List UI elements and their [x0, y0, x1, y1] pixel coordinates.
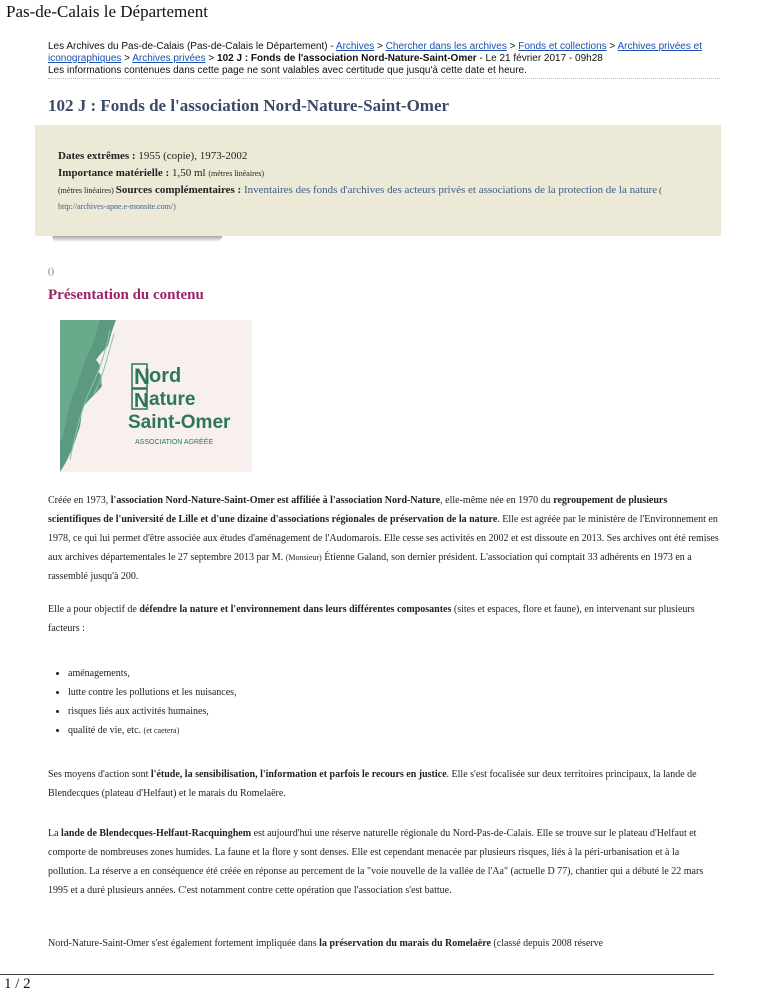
footer-rule — [0, 974, 714, 975]
p4-bold: lande de Blendecques-Helfaut-Racquinghem — [61, 828, 252, 839]
breadcrumb-link-archives-privees[interactable]: Archives privées — [132, 53, 206, 64]
breadcrumb-sep: > — [121, 53, 133, 64]
p5-text: (classé depuis 2008 réserve — [490, 938, 604, 949]
site-header-title: Pas-de-Calais le Département — [6, 2, 209, 21]
paragraph-2 — [48, 600, 720, 638]
p3-text: Ses moyens d'action sont — [48, 769, 151, 780]
p2-text: (sites et espaces, flore et faune), en intervenant sur plusieurs facteurs : — [48, 604, 695, 634]
importance-abbr: (mètres linéaires) — [208, 169, 265, 178]
importance-line — [58, 167, 264, 179]
p1-abbr: (Monsieur) — [285, 553, 322, 562]
sources-label: Sources complémentaires : — [115, 184, 244, 196]
paragraph-1 — [48, 491, 720, 586]
breadcrumb — [48, 41, 738, 77]
p5-text: Nord-Nature-Saint-Omer s'est également fortement impliquée dans — [48, 938, 320, 949]
list-item: • lutte contre les pollutions et les nuisances, — [68, 683, 237, 702]
page-number: 1 / 2 — [4, 976, 31, 992]
breadcrumb-sep: > — [374, 41, 386, 52]
breadcrumb-sep: > — [606, 41, 618, 52]
importance-label: Importance matérielle : — [58, 167, 172, 179]
paragraph-4 — [48, 824, 720, 900]
p2-bold: défendre la nature et l'environnement dans leurs différentes composantes — [139, 604, 452, 615]
p1-bold: l'association Nord-Nature-Saint-Omer est affiliée à l'association Nord-Nature — [110, 495, 441, 506]
logo-n2: N — [134, 390, 149, 412]
logo-line3: Saint-Omer — [128, 412, 231, 433]
sources-value[interactable]: Inventaires des fonds d'archives des acteurs privés et associations de la protection de la nature — [243, 184, 658, 196]
breadcrumb-sep: > — [205, 53, 218, 64]
breadcrumb-link-archives[interactable]: Archives — [335, 41, 375, 52]
breadcrumb-date: - Le 21 février 2017 - 09h28 — [476, 53, 603, 64]
divider — [48, 78, 720, 79]
p1-text: . Elle est agréée par le ministère de l'Environnement en 1978, ce qui lui permet d'être associée aux études d'aménagement de l'Audomarois. Elle cesse ses activités en 2002 et est dissoute en 2013. Ses archives ont été remises aux archives départementales le 27 septembre 2013 par M. — [48, 514, 719, 563]
empty-paren: () — [48, 266, 54, 276]
p3-text: . Elle s'est focalisée sur deux territoires principaux, la lande de Blendecques (plateau d'Helfaut) et le marais du Romelaëre. — [48, 769, 697, 799]
p1-bold: regroupement de plusieurs scientifiques de l'université de Lille et d'une dizaine d'associations régionales de préservation de la nature — [48, 495, 668, 525]
p4-text: est aujourd'hui une réserve naturelle régionale du Nord-Pas-de-Calais. Elle se trouve sur le plateau d'Helfaut et comporte de nombreuses zones humides. La faune et la flore y sont denses. Elle est cependant menacée par plusieurs risques, liés à la péri-urbanisation et à la pollution. La réserve a en conséquence été créée en réponse au percement de la "voie nouvelle de la vallée de l'Aa" (actuelle D 77), chantier qui a débuté le 22 mars 1995 et a duré plusieurs années. C'est notamment contre cette opération que l'association s'est battue. — [48, 828, 704, 896]
p1-text: , elle-même née en 1970 du — [440, 495, 554, 506]
logo-line1: ord — [149, 365, 182, 387]
breadcrumb-prefix: Les Archives du Pas-de-Calais (Pas-de-Calais le Département) - — [48, 41, 336, 52]
section-title: Présentation du contenu — [48, 287, 204, 303]
logo-line2: ature — [149, 389, 196, 410]
paragraph-5 — [48, 934, 720, 953]
validity-notice: Les informations contenues dans cette page ne sont valables avec certitude que jusqu'à cette date et heure. — [48, 65, 527, 76]
logo-line4: ASSOCIATION AGRÉÉE — [135, 439, 214, 446]
breadcrumb-link-chercher[interactable]: Chercher dans les archives — [385, 41, 507, 52]
p5-bold: la préservation du marais du Romelaëre — [319, 938, 491, 949]
dates-value: 1955 (copie), 1973-2002 — [138, 150, 248, 162]
sources-abbr: (mètres linéaires) — [58, 186, 116, 195]
sources-paren: ( — [657, 186, 662, 195]
list-item — [68, 721, 237, 740]
breadcrumb-link-fonds[interactable]: Fonds et collections — [518, 41, 607, 52]
info-box — [35, 125, 721, 236]
paragraph-3 — [48, 765, 720, 803]
breadcrumb-link-archives-privees-icono[interactable]: Archives privées et iconographiques — [48, 41, 702, 64]
sources-line — [58, 184, 662, 196]
association-logo — [60, 320, 252, 472]
p1-text: Créée en 1973, — [48, 495, 111, 506]
dates-label: Dates extrêmes : — [58, 150, 139, 162]
list-item-text: qualité de vie, etc. — [68, 725, 144, 736]
logo-n1: N — [134, 364, 150, 389]
list-item-abbr: (et caetera) — [143, 726, 180, 735]
p2-text: Elle a pour objectif de — [48, 604, 140, 615]
sources-url[interactable]: http://archives-apne.e-monsite.com/) — [58, 202, 176, 211]
dates-line — [58, 150, 247, 162]
list-item: • aménagements, — [68, 664, 237, 683]
breadcrumb-current: 102 J : Fonds de l'association Nord-Nature-Saint-Omer — [217, 53, 477, 64]
p3-bold: l'étude, la sensibilisation, l'information et parfois le recours en justice — [150, 769, 447, 780]
factor-list — [48, 664, 237, 740]
p1-text: Étienne Galand, son dernier président. L'association qui comptait 33 adhérents en 1973 en a rassemblé jusqu'à 200. — [48, 552, 692, 582]
p4-text: La — [48, 828, 62, 839]
importance-value: 1,50 ml — [171, 167, 209, 179]
breadcrumb-sep: > — [506, 41, 519, 52]
info-box-shadow — [52, 236, 223, 242]
list-item: • risques liés aux activités humaines, — [68, 702, 237, 721]
document-title: 102 J : Fonds de l'association Nord-Nature-Saint-Omer — [48, 96, 450, 115]
